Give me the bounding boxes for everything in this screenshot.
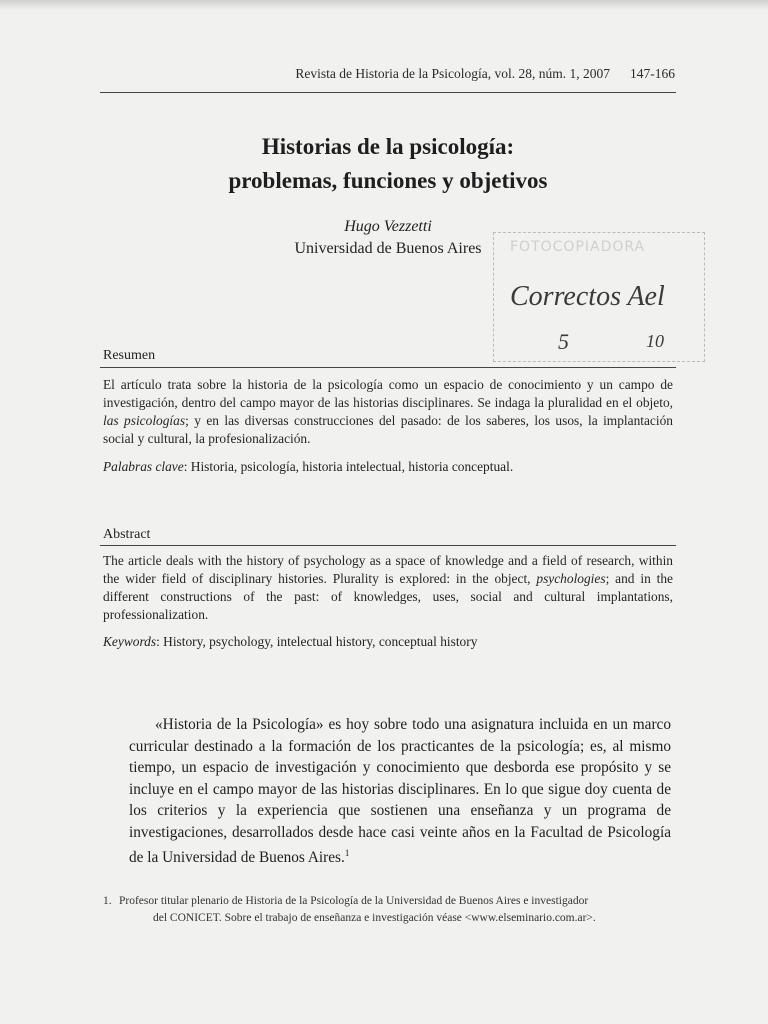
abstract-heading: Abstract	[103, 527, 151, 542]
abstract-text-part-1: The article deals with the history of psychology as a space of knowledge and a field of research, within the wider field of disciplinary histories. Plurality is explored: in the object,	[103, 553, 673, 586]
abstract-rule	[100, 545, 676, 546]
abstract-text-part-2: ; and in the different constructions of the past: of knowledges, uses, social and cultural implantations, professionalization.	[103, 571, 674, 622]
journal-citation: Revista de Historia de la Psicología, vol. 28, núm. 1, 2007	[295, 66, 610, 81]
resumen-heading: Resumen	[103, 348, 156, 363]
stamp-handwritten-1: Correctos Ael	[510, 281, 665, 312]
title-line-1: Historias de la psicología:	[261, 134, 515, 159]
stamp-handwritten-3: 10	[646, 331, 664, 351]
abstract-keywords-label: Keywords	[103, 634, 157, 649]
footnote-line-1: Profesor titular plenario de Historia de la Psicología de la Universidad de Buenos Aires e investigador	[119, 895, 589, 907]
abstract-text	[103, 552, 673, 624]
abstract-keywords	[103, 633, 673, 651]
scan-edge	[0, 0, 768, 10]
header-rule	[100, 92, 676, 93]
abstract-keywords-list: : History, psychology, intelectual history, conceptual history	[156, 634, 478, 649]
footnote-number: 1.	[103, 895, 112, 907]
resumen-rule	[100, 367, 676, 368]
stamp-faded-text: FOTOCOPIADORA	[510, 239, 646, 255]
running-header	[0, 66, 675, 82]
library-stamp	[493, 232, 705, 362]
resumen-emphasis: las psicologías	[103, 413, 186, 428]
author-name: Hugo Vezzetti	[344, 218, 432, 235]
abstract-emphasis: psychologies	[536, 571, 606, 586]
resumen-keywords-list: : Historia, psicología, historia intelectual, historia conceptual.	[183, 459, 514, 474]
resumen-keywords-label: Palabras clave	[103, 459, 184, 474]
page-range: 147-166	[630, 66, 675, 81]
footnote-line-2: del CONICET. Sobre el trabajo de enseñanza e investigación véase <www.elseminario.com.ar>.	[153, 912, 596, 924]
resumen-text-part-2: ; y en las diversas construcciones del pasado: de los saberes, los usos, la implantación social y cultural, la profesionalización.	[103, 413, 673, 446]
footnote-reference: 1	[344, 848, 350, 858]
resumen-text-part-1: El artículo trata sobre la historia de la psicología como un espacio de conocimiento y un campo de investigación, dentro del campo mayor de las historias disciplinares. Se indaga la pluralidad en el objeto,	[103, 377, 673, 410]
title-line-2: problemas, funciones y objetivos	[228, 168, 548, 193]
resumen-text	[103, 376, 673, 448]
stamp-handwritten-2: 5	[558, 329, 569, 354]
author-affiliation: Universidad de Buenos Aires	[294, 240, 482, 257]
article-title	[100, 130, 676, 198]
resumen-keywords	[103, 458, 673, 476]
body-paragraph	[129, 714, 671, 869]
body-paragraph-text: «Historia de la Psicología» es hoy sobre todo una asignatura incluida en un marco curricular destinado a la formación de los practicantes de la psicología; es, al mismo tiempo, un espacio de investigación y conocimiento que desborda ese propósito y se incluye en el campo mayor de las historias disciplinares. En lo que sigue doy cuenta de los criterios y la experiencia que sostienen una enseñanza y un programa de investigaciones, desarrollados desde hace casi veinte años en la Facultad de Psicología de la Universidad de Buenos Aires.	[129, 716, 671, 867]
